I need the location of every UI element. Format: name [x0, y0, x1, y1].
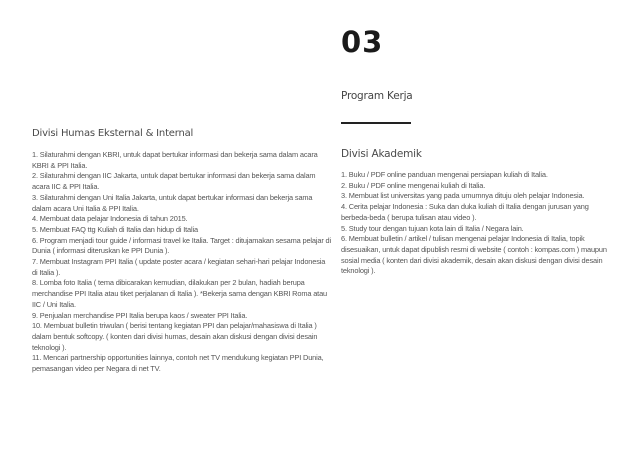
right-column-heading: Divisi Akademik	[341, 148, 422, 160]
list-item: 3. Silaturahmi dengan Uni Italia Jakarta, untuk dapat bertukar informasi dan bekerja sama dalam acara Uni Italia & PPI Italia.	[32, 192, 313, 213]
list-item: 1. Buku / PDF online panduan mengenai persiapan kuliah di Italia.	[341, 170, 548, 179]
list-item: 3. Membuat list universitas yang pada umumnya dituju oleh pelajar Indonesia.	[341, 191, 585, 201]
left-column-heading: Divisi Humas Eksternal & Internal	[32, 128, 194, 139]
list-item: 10. Membuat bulletin triwulan ( berisi tentang kegiatan PPI dan pelajar/mahasiswa di Italia ) dalam bentuk softcopy. ( konten dari divisi humas, desain akan diskusi dengan divisi desain teknologi ).	[32, 321, 318, 352]
list-item: 4. Cerita pelajar Indonesia : Suka dan duka kuliah di Italia dengan jurusan yang berbeda-beda ( berupa tulisan atau video ).	[341, 202, 589, 222]
section-title: Program Kerja	[341, 90, 413, 102]
left-column-list	[32, 150, 332, 375]
list-item: 5. Membuat FAQ ttg Kuliah di Italia dan hidup di Italia	[32, 224, 198, 234]
page-number: 03	[341, 25, 384, 59]
list-item: 5. Study tour dengan tujuan kota lain di Italia / Negara lain.	[341, 223, 524, 233]
list-item: 6. Membuat bulletin / artikel / tulisan mengenai pelajar Indonesia di Italia, topik disesuaikan, untuk dapat dipublish resmi di website ( contoh : kompas.com ) maupun sosial media ( konten dari divisi akademik, desain akan diskusi dengan divisi desain teknologi ).	[341, 234, 607, 276]
list-item: 1. Silaturahmi dengan KBRI, untuk dapat bertukar informasi dan bekerja sama dalam acara KBRI & PPI Italia.	[32, 150, 318, 170]
list-item: 2. Buku / PDF online mengenai kuliah di Italia.	[341, 180, 486, 190]
section-divider	[341, 122, 411, 124]
list-item: 11. Mencari partnership opportunities lainnya, contoh net TV mendukung kegiatan PPI Dunia, pemasangan video per Negara di net TV.	[32, 353, 324, 374]
list-item: 6. Program menjadi tour guide / informasi travel ke Italia. Target : ditujamakan sesama pelajar di Dunia ( informasi diteruskan ke PPI Dunia ).	[32, 235, 332, 256]
right-column-list	[341, 170, 616, 277]
list-item: 2. Silaturahmi dengan IIC Jakarta, untuk dapat bertukar informasi dan bekerja sama dalam acara IIC & PPI Italia.	[32, 171, 316, 192]
list-item: 8. Lomba foto Italia ( tema dibicarakan kemudian, dilakukan per 2 bulan, hadiah berupa merchandise PPI Italia atau tiket perjalanan di Italia ). *Bekerja sama dengan KBRI Roma atau IIC / Uni Italia.	[32, 278, 327, 309]
list-item: 7. Membuat Instagram PPI Italia ( update poster acara / kegiatan sehari-hari pelajar Indonesia di Italia ).	[32, 257, 326, 277]
list-item: 9. Penjualan merchandise PPI Italia berupa kaos / sweater PPI Italia.	[32, 310, 248, 320]
list-item: 4. Membuat data pelajar Indonesia di tahun 2015.	[32, 214, 188, 224]
